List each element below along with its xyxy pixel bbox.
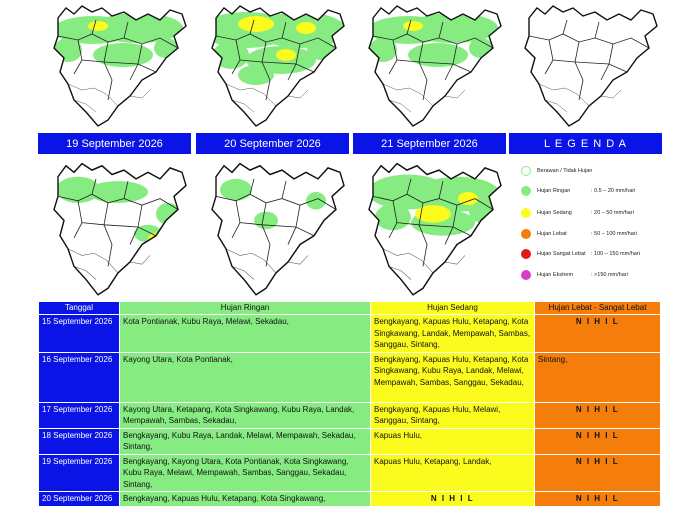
legend-label: Berawan / Tidak Hujan xyxy=(537,168,593,174)
legend-item xyxy=(521,185,635,197)
table-row xyxy=(39,492,661,507)
row-date: 19 September 2026 xyxy=(39,454,120,492)
rainfall-forecast-table xyxy=(38,301,661,507)
legend-swatch-light xyxy=(521,186,531,196)
date-label-20-september: 20 September 2026 xyxy=(196,133,349,154)
table-row xyxy=(39,352,661,402)
row-moderate-rain: Bengkayang, Kapuas Hulu, Melawi, Sanggau, Sintang, xyxy=(371,402,535,428)
row-light-rain: Bengkayang, Kubu Raya, Landak, Melawi, Mempawah, Sekadau, Sintang, xyxy=(120,428,371,454)
date-label-21-september: 21 September 2026 xyxy=(353,133,506,154)
forecast-map-19-september xyxy=(38,157,191,297)
legend-range: : 100 – 150 mm/hari xyxy=(591,251,640,257)
forecast-map-16-september xyxy=(38,0,191,128)
legend-swatch-extreme xyxy=(521,270,531,280)
row-heavy-rain: N I H I L xyxy=(535,428,661,454)
row-date: 20 September 2026 xyxy=(39,492,120,507)
row-moderate-rain: Bengkayang, Kapuas Hulu, Ketapang, Kota Singkawang, Landak, Mempawah, Sambas, Sanggau, Sintang, xyxy=(371,315,535,353)
row-light-rain: Kayong Utara, Ketapang, Kota Singkawang, Kubu Raya, Landak, Mempawah, Sambas, Sekadau, xyxy=(120,402,371,428)
row-moderate-rain: Kapuas Hulu, xyxy=(371,428,535,454)
row-heavy-rain: N I H I L xyxy=(535,454,661,492)
legend-panel xyxy=(509,157,662,297)
header-light-rain: Hujan Ringan xyxy=(120,302,371,315)
forecast-map-20-september xyxy=(196,157,349,297)
legend-range: : 50 – 100 mm/hari xyxy=(591,231,637,237)
legend-label: Hujan Ekstrem xyxy=(537,272,574,278)
legend-swatch-moderate xyxy=(521,208,531,218)
legend-item xyxy=(521,207,634,219)
row-date: 15 September 2026 xyxy=(39,315,120,353)
header-heavy-rain: Hujan Lebat - Sangat Lebat xyxy=(535,302,661,315)
forecast-map-18-september xyxy=(353,0,506,128)
legend-label: Hujan Ringan xyxy=(537,188,571,194)
legend-label: Hujan Sedang xyxy=(537,210,572,216)
legend-label: Hujan Lebat xyxy=(537,231,567,237)
legend-item xyxy=(521,269,628,281)
row-moderate-rain: Bengkayang, Kapuas Hulu, Ketapang, Kota Singkawang, Kubu Raya, Landak, Melawi, Mempawah, Sambas, Sanggau, Sekadau, xyxy=(371,352,535,402)
row-heavy-rain: N I H I L xyxy=(535,492,661,507)
legend-item xyxy=(521,228,637,240)
row-date: 17 September 2026 xyxy=(39,402,120,428)
row-light-rain: Kayong Utara, Kota Pontianak, xyxy=(120,352,371,402)
legend-label: Hujan Sangat Lebat xyxy=(537,251,586,257)
row-heavy-rain: Sintang, xyxy=(535,352,661,402)
legend-swatch-heavy xyxy=(521,229,531,239)
forecast-map-21-september xyxy=(353,157,506,297)
legend-range: : 0.5 – 20 mm/hari xyxy=(591,188,636,194)
header-moderate-rain: Hujan Sedang xyxy=(371,302,535,315)
legend-item xyxy=(521,248,640,260)
row-heavy-rain: N I H I L xyxy=(535,315,661,353)
legend-swatch-very-heavy xyxy=(521,249,531,259)
row-heavy-rain: N I H I L xyxy=(535,402,661,428)
row-light-rain: Bengkayang, Kapuas Hulu, Ketapang, Kota Singkawang, xyxy=(120,492,371,507)
date-label-19-september: 19 September 2026 xyxy=(38,133,191,154)
legend-swatch-cloudy xyxy=(521,166,531,176)
row-moderate-rain: N I H I L xyxy=(371,492,535,507)
row-date: 18 September 2026 xyxy=(39,428,120,454)
forecast-map-17-september xyxy=(196,0,349,128)
row-moderate-rain: Kapuas Hulu, Ketapang, Landak, xyxy=(371,454,535,492)
row-light-rain: Bengkayang, Kayong Utara, Kota Pontianak, Kota Singkawang, Kubu Raya, Melawi, Mempawah, Sambas, Sanggau, Sekadau, Sintang, xyxy=(120,454,371,492)
legend-item xyxy=(521,165,592,177)
row-date: 16 September 2026 xyxy=(39,352,120,402)
row-light-rain: Kota Pontianak, Kubu Raya, Melawi, Sekadau, xyxy=(120,315,371,353)
legend-map-outline xyxy=(509,0,662,128)
table-row xyxy=(39,454,661,492)
table-row xyxy=(39,428,661,454)
header-date: Tanggal xyxy=(39,302,120,315)
legend-title: L E G E N D A xyxy=(509,133,662,154)
legend-range: : >150 mm/hari xyxy=(591,272,628,278)
table-row xyxy=(39,402,661,428)
table-header-row xyxy=(39,302,661,315)
legend-range: : 20 – 50 mm/hari xyxy=(591,210,634,216)
table-row xyxy=(39,315,661,353)
